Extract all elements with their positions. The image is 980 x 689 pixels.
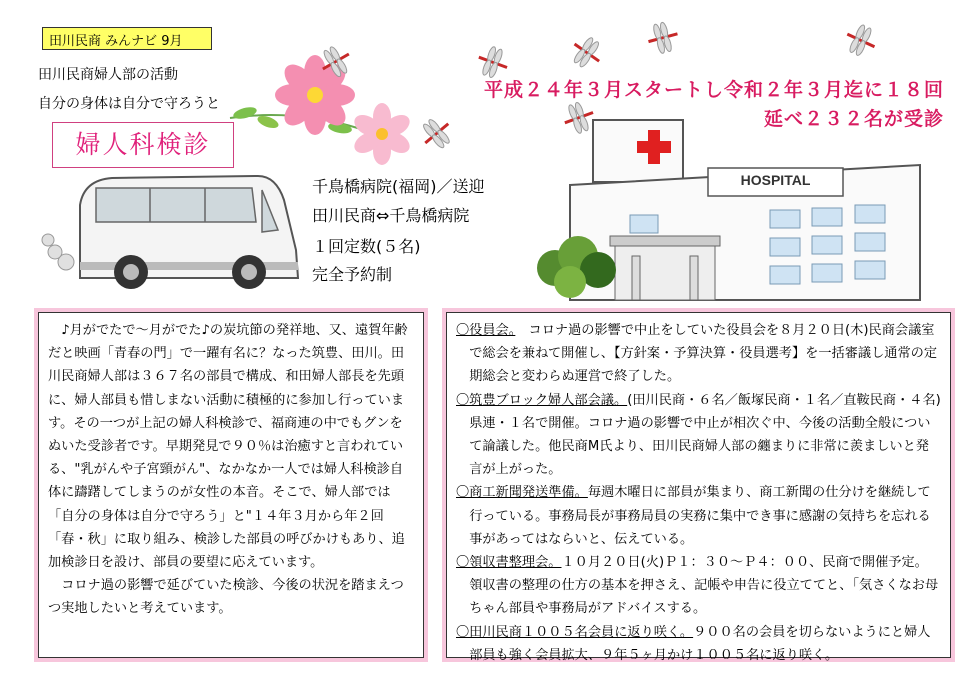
activity-body: コロナ過の影響で中止をしていた役員会を８月２０日(木)民商会議室で総会を兼ねて開催し、【方針案・予算決算・役員選考】を一括審議し通常の定期総会と変わらぬ運営で終了した。 — [469, 323, 938, 385]
headline — [484, 76, 944, 134]
headline-line-2: 延べ２３２名が受診 — [763, 108, 944, 130]
left-paragraph: ♪月がでたで～月がでた♪の炭坑節の発祥地、又、遠賀年齢だと映画「青春の門」で一躍有名に？なった筑豊、田川。田川民商婦人部は３６７名の部員で構成、和田婦人部長を先頭に、婦人部員も惜しまない活動に積極的に参加し行っています。その一つが上記の婦人科検診で、福商連の中でもグンをぬいた受診者です。早期発見で９０％は治癒すと言われている、"乳がんや子宮頸がん"、なかなか一人では婦人科検診自体に躊躇してしまうのが女性の本音。そこで、婦人部では「自分の身体は自分で守ろう」と"１４年３月から年２回「春・秋」に取り組み、検診した部員の呼びかけもあり、追加検診日を設け、部員の要望に応えています。 — [48, 323, 408, 571]
activity-heading: 〇商工新聞発送準備。 — [456, 485, 588, 501]
hospital-sign: HOSPITAL — [740, 172, 811, 188]
info-capacity: １回定数(５名) — [312, 237, 421, 256]
dragonfly-icon — [416, 112, 458, 154]
activity-body: (田川民商・６名／飯塚民商・１名／直鞍民商・４名) 県連・１名で開催。コロナ過の影響で中止が相次ぐ中、今後の活動全般について論議した。他民商M氏より、田川民商婦人部の纏まりに非常に羨ましいと発言が上がった。 — [469, 392, 941, 478]
left-article-panel — [38, 312, 424, 658]
activity-item — [456, 481, 941, 551]
page-title: 婦人科検診 — [52, 122, 234, 168]
activity-item — [456, 389, 941, 482]
activity-body: ９００名の会員を切らないようにと婦人部員も強く会員拡大、９年５ヶ月かけ１００５名に返り咲く。 — [469, 624, 931, 663]
issue-tag: 田川民商 みんナビ 9月 — [42, 27, 212, 50]
dragonfly-icon — [566, 32, 608, 74]
activity-item — [456, 621, 941, 667]
right-activity-panel — [446, 312, 951, 663]
info-reservation: 完全予約制 — [312, 265, 393, 284]
activity-item — [456, 551, 941, 621]
activity-body: 毎週木曜日に部員が集まり、商工新聞の仕分けを継続して行っている。事務局長が事務局員の実務に集中でき事に感謝の気持ちを忘れる事があってはならいと、伝えている。 — [469, 485, 931, 547]
subtitle-line-1: 田川民商婦人部の活動 — [38, 67, 178, 83]
activity-item — [456, 319, 941, 389]
activity-body: １０月２０日(火)Ｐ１：３０～Ｐ４：００、民商で開催予定。領収書の整理の仕方の基本を押さえ、記帳や申告に役立ててと、「気さくなお母ちゃん部員や事務局がアドバイスする。 — [469, 555, 939, 617]
activity-heading: 〇田川民商１００５名会員に返り咲く。 — [456, 624, 694, 640]
cosmos-flower-icon — [351, 103, 414, 165]
dragonfly-icon — [645, 19, 682, 56]
subtitle-line-2: 自分の身体は自分で守ろうと — [38, 96, 220, 112]
hospital-icon — [570, 120, 920, 300]
headline-line-1: 平成２４年３月スタートし令和２年３月迄に１８回 — [483, 79, 944, 101]
activity-heading: 〇筑豊ブロック婦人部会議。 — [456, 392, 628, 408]
activity-heading: 〇役員会。 — [456, 323, 516, 338]
left-paragraph: コロナ過の影響で延びていた検診、今後の状況を踏まえつつ実地したいと考えています。 — [48, 578, 404, 617]
info-hospital: 千鳥橋病院(福岡)／送迎 — [312, 177, 485, 196]
van-icon — [42, 176, 298, 289]
activity-heading: 〇領収書整理会。 — [456, 555, 562, 571]
dragonfly-icon — [841, 20, 881, 60]
info-route: 田川民商⇔千鳥橋病院 — [312, 206, 470, 225]
